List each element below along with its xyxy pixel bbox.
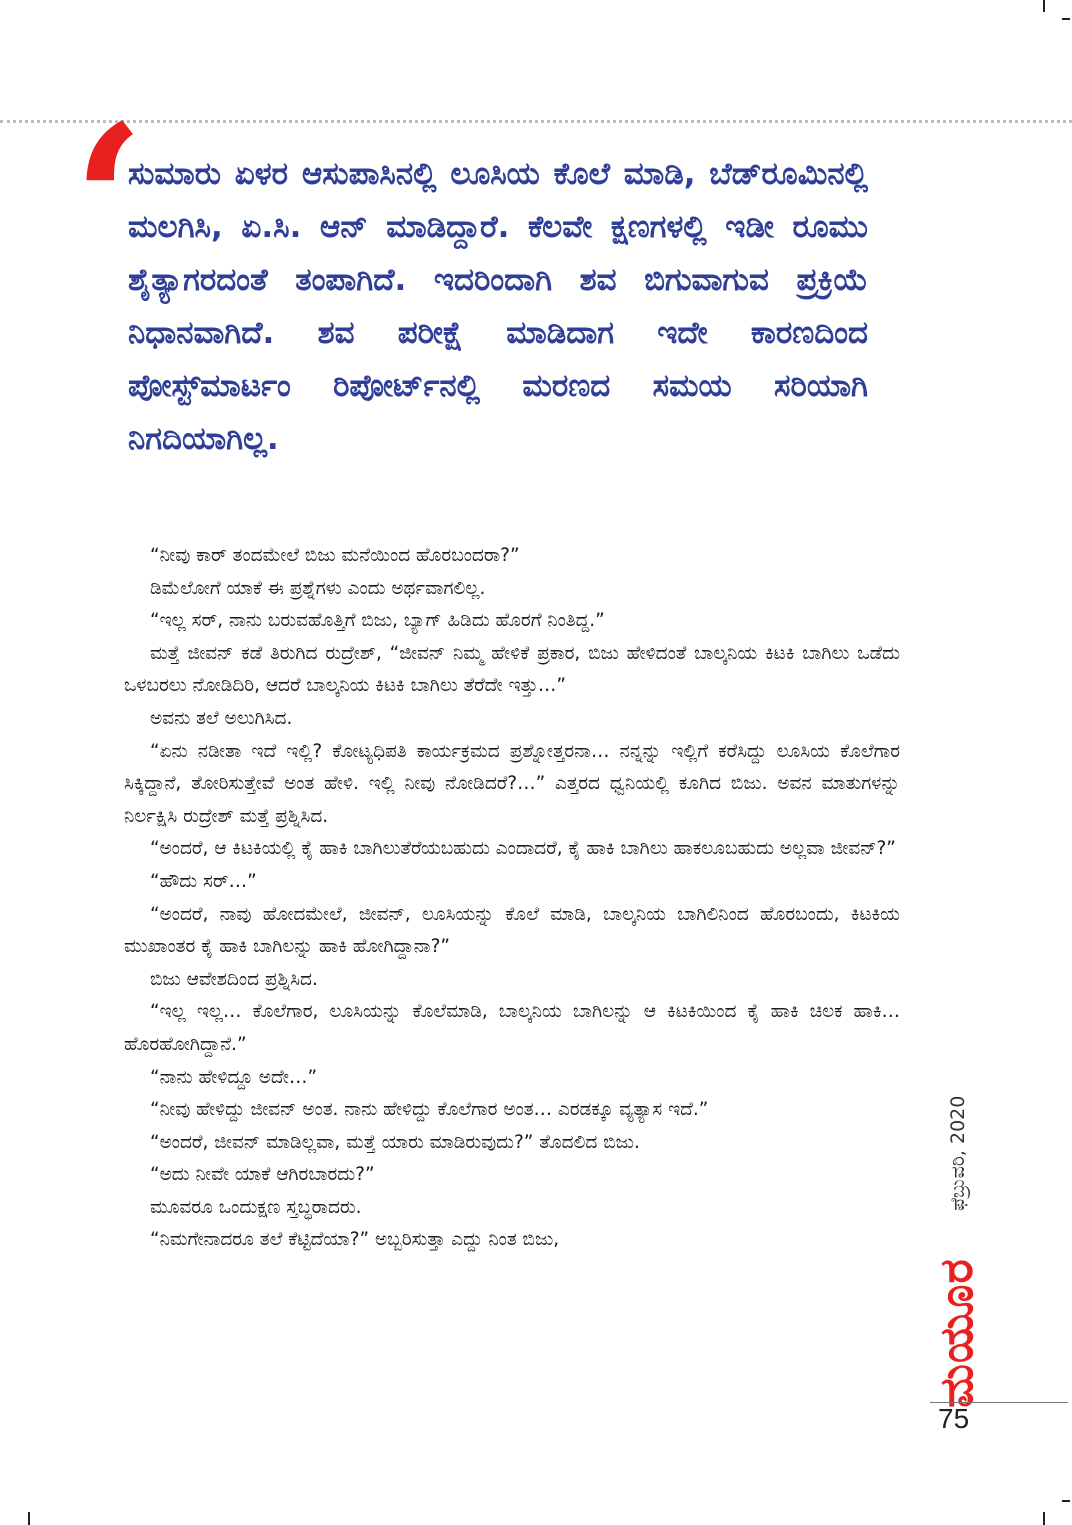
magazine-logo: ಮಯೂರ [929,1258,983,1408]
crop-mark-bottom-left [28,1512,30,1525]
paragraph: ಡಿಮೆಲೋಗೆ ಯಾಕೆ ಈ ಪ್ರಶ್ನೆಗಳು ಎಂದು ಅರ್ಥವಾಗಲಿಲ್ಲ. [150,577,486,599]
paragraph: “ಅಂದರೆ, ನಾವು ಹೋದಮೇಲೆ, ಜೀವನ್, ಲೂಸಿಯನ್ನು ಕೊಲೆ ಮಾಡಿ, ಬಾಲ್ಕನಿಯ ಬಾಗಿಲಿನಿಂದ ಹೊರಬಂದು, ಕಿಟಕಿಯ ಮುಖಾಂತರ ಕೈ ಹಾಕಿ ಬಾಗಿಲನ್ನು ಹಾಕಿ ಹೋಗಿದ್ದಾನಾ?” [124,903,900,958]
paragraph: “ನಿಮಗೇನಾದರೂ ತಲೆ ಕೆಟ್ಟಿದೆಯಾ?” ಅಬ್ಬರಿಸುತ್ತಾ ಎದ್ದು ನಿಂತ ಬಿಜು, [150,1229,560,1251]
paragraph: ಅವನು ತಲೆ ಅಲುಗಿಸಿದ. [150,707,293,729]
paragraph: “ನೀವು ಹೇಳಿದ್ದು ಜೀವನ್ ಅಂತ. ನಾನು ಹೇಳಿದ್ದು ಕೊಲೆಗಾರ ಅಂತ… ಎರಡಕ್ಕೂ ವ್ಯತ್ಯಾಸ ಇದೆ.” [150,1099,709,1121]
paragraph: “ಅಂದರೆ, ಆ ಕಿಟಕಿಯಲ್ಲಿ ಕೈ ಹಾಕಿ ಬಾಗಿಲುತೆರೆಯಬಹುದು ಎಂದಾದರೆ, ಕೈ ಹಾಕಿ ಬಾಗಿಲು ಹಾಕಲೂಬಹುದು ಅಲ್ಲವಾ ಜೀವನ್?” [150,838,896,860]
paragraph: “ನಾನು ಹೇಳಿದ್ದೂ ಅದೇ…” [150,1066,318,1088]
page-number: 75 [938,1403,970,1434]
issue-date: ಫೆಬ್ರುವರಿ, 2020 [947,1095,969,1211]
paragraph: “ಹೌದು ಸರ್…” [150,870,257,892]
paragraph: “ಅಂದರೆ, ಜೀವನ್ ಮಾಡಿಲ್ಲವಾ, ಮತ್ತೆ ಯಾರು ಮಾಡಿರುವುದು?” ತೊದಲಿದ ಬಿಜು. [150,1131,640,1153]
pull-quote: ಸುಮಾರು ಏಳರ ಆಸುಪಾಸಿನಲ್ಲಿ ಲೂಸಿಯ ಕೊಲೆ ಮಾಡಿ, ಬೆಡ್‌ರೂಮಿನಲ್ಲಿ ಮಲಗಿಸಿ, ಏ.ಸಿ. ಆನ್ ಮಾಡಿದ್ದಾರೆ. ಕೆಲವೇ ಕ್ಷಣಗಳಲ್ಲಿ ಇಡೀ ರೂಮು ಶೈತ್ಯಾಗರದಂತೆ ತಂಪಾಗಿದೆ. ಇದರಿಂದಾಗಿ ಶವ ಬಿಗುವಾಗುವ ಪ್ರಕ್ರಿಯೆ ನಿಧಾನವಾಗಿದೆ. ಶವ ಪರೀಕ್ಷೆ ಮಾಡಿದಾಗ ಇದೇ ಕಾರಣದಿಂದ ಪೋಸ್ಟ್‌ಮಾರ್ಟಂ ರಿಪೋರ್ಟ್‌ನಲ್ಲಿ ಮರಣದ ಸಮಯ ಸರಿಯಾಗಿ ನಿಗದಿಯಾಗಿಲ್ಲ. [128,156,868,457]
crop-mark-top-right-side [1062,18,1070,20]
paragraph: “ಇಲ್ಲ ಇಲ್ಲ… ಕೊಲೆಗಾರ, ಲೂಸಿಯನ್ನು ಕೊಲೆಮಾಡಿ, ಬಾಲ್ಕನಿಯ ಬಾಗಿಲನ್ನು ಆ ಕಿಟಕಿಯಿಂದ ಕೈ ಹಾಕಿ ಚಿಲಕ ಹಾಕಿ… ಹೊರಹೋಗಿದ್ದಾನೆ.” [124,1001,900,1055]
crop-mark-bottom-right-side [1062,1500,1070,1502]
paragraph: “ಏನು ನಡೀತಾ ಇದೆ ಇಲ್ಲಿ? ಕೋಟ್ಯಧಿಪತಿ ಕಾರ್ಯಕ್ರಮದ ಪ್ರಶ್ನೋತ್ತರನಾ… ನನ್ನನ್ನು ಇಲ್ಲಿಗೆ ಕರೆಸಿದ್ದು ಲೂಸಿಯ ಕೊಲೆಗಾರ ಸಿಕ್ಕಿದ್ದಾನೆ, ತೋರಿಸುತ್ತೇವೆ ಅಂತ ಹೇಳಿ. ಇಲ್ಲಿ ನೀವು ನೋಡಿದರೆ?…” ಎತ್ತರದ ಧ್ವನಿಯಲ್ಲಿ ಕೂಗಿದ ಬಿಜು. ಅವನ ಮಾತುಗಳನ್ನು ನಿರ್ಲಕ್ಷಿಸಿ ರುದ್ರೇಶ್ ಮತ್ತೆ ಪ್ರಶ್ನಿಸಿದ. [124,740,900,827]
paragraph: ಮೂವರೂ ಒಂದುಕ್ಷಣ ಸ್ತಬ್ಧರಾದರು. [150,1196,362,1218]
quote-mark-icon: ‘ [72,79,146,326]
paragraph: “ಇಲ್ಲ ಸರ್, ನಾನು ಬರುವಹೊತ್ತಿಗೆ ಬಿಜು, ಬ್ಯಾಗ್ ಹಿಡಿದು ಹೊರಗೆ ನಿಂತಿದ್ದ.” [150,610,605,632]
article-body [124,540,900,1257]
paragraph: ಮತ್ತೆ ಜೀವನ್ ಕಡೆ ತಿರುಗಿದ ರುದ್ರೇಶ್, “ಜೀವನ್ ನಿಮ್ಮ ಹೇಳಿಕೆ ಪ್ರಕಾರ, ಬಿಜು ಹೇಳಿದಂತೆ ಬಾಲ್ಕನಿಯ ಕಿಟಕಿ ಬಾಗಿಲು ಒಡೆದು ಒಳಬರಲು ನೋಡಿದಿರಿ, ಆದರೆ ಬಾಲ್ಕನಿಯ ಕಿಟಕಿ ಬಾಗಿಲು ತೆರೆದೇ ಇತ್ತು…” [124,642,900,697]
crop-mark-top-right [1043,0,1045,12]
paragraph: “ನೀವು ಕಾರ್ ತಂದಮೇಲೆ ಬಿಜು ಮನೆಯಿಂದ ಹೊರಬಂದರಾ?” [150,545,520,566]
paragraph: “ಅದು ನೀವೇ ಯಾಕೆ ಆಗಿರಬಾರದು?” [150,1164,375,1186]
dotted-divider [0,120,1072,123]
paragraph: ಬಿಜು ಆವೇಶದಿಂದ ಪ್ರಶ್ನಿಸಿದ. [150,968,318,990]
crop-mark-bottom-right [1043,1512,1045,1525]
